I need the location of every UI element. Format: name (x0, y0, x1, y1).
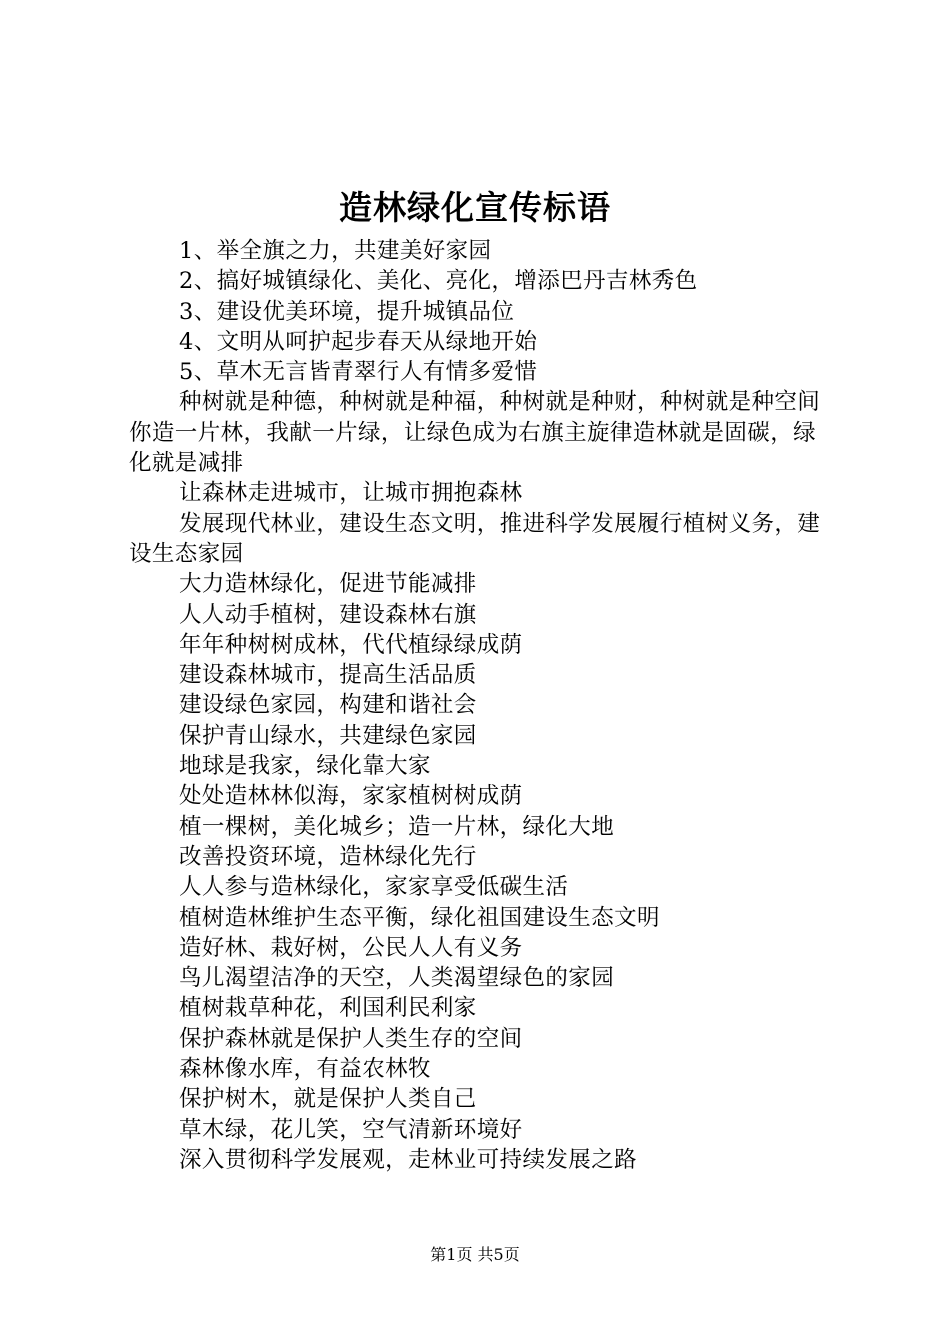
paragraph-4: 4、文明从呵护起步春天从绿地开始 (179, 328, 538, 355)
paragraph-3: 3、建设优美环境，提升城镇品位 (179, 298, 515, 325)
paragraph-16: 处处造林林似海，家家植树树成荫 (179, 783, 523, 810)
paragraph-14: 保护青山绿水，共建绿色家园 (179, 722, 477, 749)
document-body (129, 236, 833, 1175)
paragraph-25: 森林像水库，有益农林牧 (179, 1056, 431, 1083)
page-footer: 第1页 共5页 (430, 1245, 520, 1264)
paragraph-21: 造好林、栽好树，公民人人有义务 (179, 934, 523, 961)
paragraph-7: 让森林走进城市，让城市拥抱森林 (179, 480, 523, 507)
paragraph-27: 草木绿，花儿笑，空气清新环境好 (179, 1116, 523, 1143)
paragraph-20: 植树造林维护生态平衡，绿化祖国建设生态文明 (179, 904, 660, 931)
paragraph-24: 保护森林就是保护人类生存的空间 (179, 1025, 523, 1052)
paragraph-15: 地球是我家，绿化靠大家 (179, 753, 431, 780)
paragraph-13: 建设绿色家园，构建和谐社会 (179, 692, 477, 719)
paragraph-5: 5、草木无言皆青翠行人有情多爱惜 (179, 359, 538, 386)
paragraph-1: 1、举全旗之力，共建美好家园 (179, 238, 492, 264)
document-title: 造林绿化宣传标语 (339, 188, 611, 227)
paragraph-26: 保护树木，就是保护人类自己 (179, 1086, 477, 1113)
paragraph-23: 植树栽草种花，利国利民利家 (179, 995, 477, 1022)
paragraph-11: 年年种树树成林，代代植绿绿成荫 (179, 631, 523, 658)
paragraph-28: 深入贯彻科学发展观，走林业可持续发展之路 (179, 1146, 638, 1173)
paragraph-2: 2、搞好城镇绿化、美化、亮化，增添巴丹吉林秀色 (179, 268, 698, 295)
paragraph-19: 人人参与造林绿化，家家享受低碳生活 (179, 874, 569, 901)
paragraph-18: 改善投资环境，造林绿化先行 (179, 843, 477, 870)
paragraph-17: 植一棵树，美化城乡；造一片林，绿化大地 (179, 813, 615, 840)
paragraph-22: 鸟儿渴望洁净的天空，人类渴望绿色的家园 (179, 965, 615, 992)
paragraph-10: 人人动手植树，建设森林右旗 (179, 601, 477, 628)
paragraph-9: 大力造林绿化，促进节能减排 (179, 571, 477, 598)
paragraph-12: 建设森林城市，提高生活品质 (179, 662, 477, 689)
paragraph-6: 种树就是种德，种树就是种福，种树就是种财，种树就是种空间你造一片林，我献一片绿，让绿色成为右旗主旋律造林就是固碳，绿化就是减排 (129, 389, 821, 477)
paragraph-8: 发展现代林业，建设生态文明，推进科学发展履行植树义务，建设生态家园 (129, 510, 821, 567)
